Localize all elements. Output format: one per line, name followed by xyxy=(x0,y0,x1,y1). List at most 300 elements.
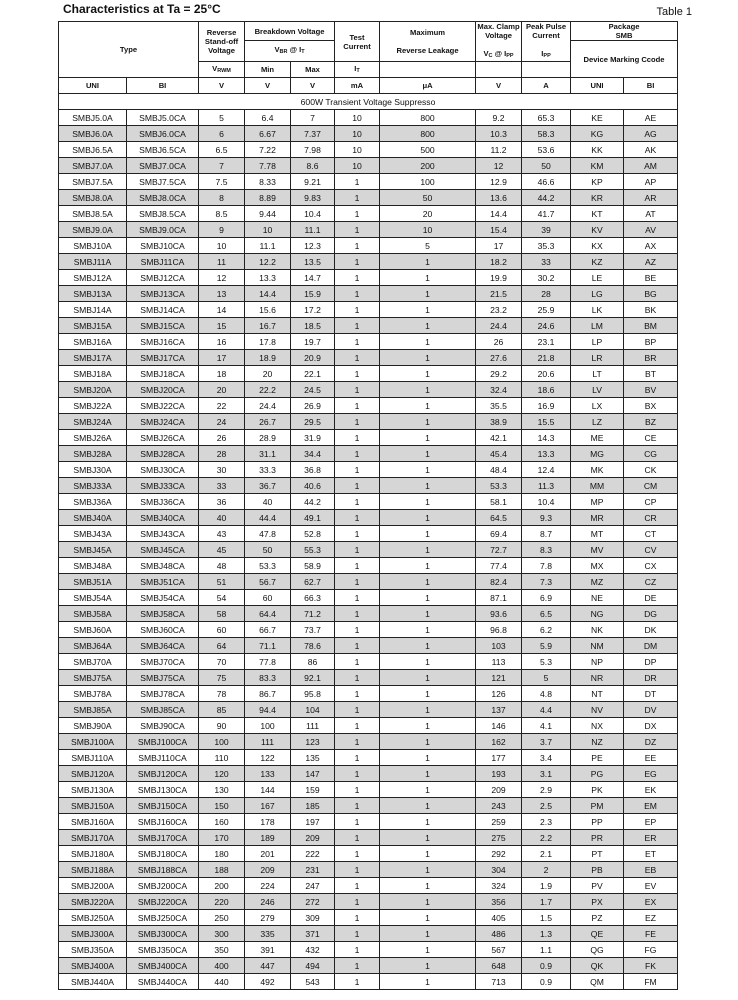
table-cell: SMBJ5.0A xyxy=(59,110,127,126)
table-cell: 20 xyxy=(199,382,245,398)
table-row xyxy=(59,606,678,622)
table-cell: SMBJ85A xyxy=(59,702,127,718)
table-cell: 14.7 xyxy=(291,270,335,286)
table-cell: SMBJ100CA xyxy=(127,734,199,750)
table-cell: MM xyxy=(571,478,624,494)
page-title: Characteristics at Ta = 25°C xyxy=(63,2,221,16)
table-row xyxy=(59,126,678,142)
table-cell: BX xyxy=(624,398,678,414)
table-cell: EE xyxy=(624,750,678,766)
table-cell: 95.8 xyxy=(291,686,335,702)
table-cell: KZ xyxy=(571,254,624,270)
table-cell: 54 xyxy=(199,590,245,606)
table-cell: 28 xyxy=(522,286,571,302)
table-cell: 1 xyxy=(335,654,380,670)
table-cell: 69.4 xyxy=(476,526,522,542)
table-cell: 1 xyxy=(335,638,380,654)
table-cell: 73.7 xyxy=(291,622,335,638)
table-cell: 24.5 xyxy=(291,382,335,398)
table-cell: KM xyxy=(571,158,624,174)
table-cell: 21.5 xyxy=(476,286,522,302)
table-cell: 45.4 xyxy=(476,446,522,462)
table-cell: CK xyxy=(624,462,678,478)
table-cell: NE xyxy=(571,590,624,606)
table-cell: 17 xyxy=(199,350,245,366)
table-cell: CR xyxy=(624,510,678,526)
table-cell: SMBJ70A xyxy=(59,654,127,670)
table-cell: 100 xyxy=(380,174,476,190)
table-cell: NM xyxy=(571,638,624,654)
table-cell: SMBJ7.0A xyxy=(59,158,127,174)
table-label: Table 1 xyxy=(656,6,692,18)
table-cell: 18.2 xyxy=(476,254,522,270)
table-cell: 22.1 xyxy=(291,366,335,382)
table-cell: 335 xyxy=(245,926,291,942)
table-cell: BK xyxy=(624,302,678,318)
table-row xyxy=(59,798,678,814)
table-cell: SMBJ24A xyxy=(59,414,127,430)
table-cell: SMBJ170A xyxy=(59,830,127,846)
table-cell: CP xyxy=(624,494,678,510)
table-cell: 177 xyxy=(476,750,522,766)
table-cell: NZ xyxy=(571,734,624,750)
table-cell: 1 xyxy=(380,478,476,494)
table-cell: 8.3 xyxy=(522,542,571,558)
table-cell: LT xyxy=(571,366,624,382)
table-cell: 1 xyxy=(335,270,380,286)
unit-cell: μA xyxy=(380,78,476,94)
table-cell: 25.9 xyxy=(522,302,571,318)
table-cell: SMBJ350CA xyxy=(127,942,199,958)
table-cell: SMBJ14A xyxy=(59,302,127,318)
table-cell: 70 xyxy=(199,654,245,670)
table-cell: SMBJ70CA xyxy=(127,654,199,670)
table-cell: 75 xyxy=(199,670,245,686)
table-cell: 19.9 xyxy=(476,270,522,286)
table-cell: 135 xyxy=(291,750,335,766)
table-cell: 1 xyxy=(380,846,476,862)
table-cell: 500 xyxy=(380,142,476,158)
table-cell: 209 xyxy=(291,830,335,846)
table-cell: 40 xyxy=(199,510,245,526)
table-cell: 6.67 xyxy=(245,126,291,142)
table-cell: SMBJ10CA xyxy=(127,238,199,254)
table-cell: 279 xyxy=(245,910,291,926)
table-cell: SMBJ22A xyxy=(59,398,127,414)
table-cell: 1 xyxy=(335,350,380,366)
table-cell: 33 xyxy=(522,254,571,270)
table-cell: 1 xyxy=(335,622,380,638)
table-cell: BP xyxy=(624,334,678,350)
table-cell: 2.5 xyxy=(522,798,571,814)
table-cell: 1 xyxy=(380,814,476,830)
table-cell: 1 xyxy=(380,622,476,638)
table-cell: SMBJ51A xyxy=(59,574,127,590)
table-cell: 10 xyxy=(335,126,380,142)
table-cell: SMBJ440A xyxy=(59,974,127,990)
table-cell: DR xyxy=(624,670,678,686)
header-clamp-symbol: $V_C$ @ $I_{PP}$ xyxy=(483,49,514,59)
table-cell: BM xyxy=(624,318,678,334)
table-cell: 1 xyxy=(380,606,476,622)
table-cell: 2.2 xyxy=(522,830,571,846)
table-cell: 246 xyxy=(245,894,291,910)
table-cell: SMBJ17A xyxy=(59,350,127,366)
table-cell: 56.7 xyxy=(245,574,291,590)
table-cell: 1 xyxy=(335,462,380,478)
table-cell: SMBJ400A xyxy=(59,958,127,974)
table-cell: 300 xyxy=(199,926,245,942)
table-cell: 1 xyxy=(335,702,380,718)
table-cell: 31.9 xyxy=(291,430,335,446)
table-cell: CZ xyxy=(624,574,678,590)
table-cell: 1 xyxy=(380,366,476,382)
table-row xyxy=(59,174,678,190)
table-cell: SMBJ8.5A xyxy=(59,206,127,222)
table-cell: 1 xyxy=(335,190,380,206)
table-cell: 77.8 xyxy=(245,654,291,670)
table-cell: ER xyxy=(624,830,678,846)
table-cell: 14 xyxy=(199,302,245,318)
table-cell: 1 xyxy=(335,238,380,254)
section-row xyxy=(59,94,678,110)
table-row xyxy=(59,382,678,398)
table-cell: SMBJ5.0CA xyxy=(127,110,199,126)
table-cell: 8.5 xyxy=(199,206,245,222)
table-cell: 60 xyxy=(199,622,245,638)
table-cell: 6.5 xyxy=(522,606,571,622)
header-test-current: Test Current xyxy=(335,22,380,62)
table-cell: SMBJ90CA xyxy=(127,718,199,734)
table-cell: 13.5 xyxy=(291,254,335,270)
table-row xyxy=(59,510,678,526)
table-cell: 1 xyxy=(380,798,476,814)
table-cell: AK xyxy=(624,142,678,158)
table-cell: 0.9 xyxy=(522,974,571,990)
table-cell: SMBJ40CA xyxy=(127,510,199,526)
table-cell: 1 xyxy=(380,686,476,702)
table-cell: KV xyxy=(571,222,624,238)
table-cell: SMBJ58A xyxy=(59,606,127,622)
table-cell: 1 xyxy=(335,526,380,542)
table-cell: 9.21 xyxy=(291,174,335,190)
table-cell: 800 xyxy=(380,110,476,126)
table-cell: SMBJ250A xyxy=(59,910,127,926)
table-cell: SMBJ60CA xyxy=(127,622,199,638)
header-standoff: Reverse Stand-off Voltage xyxy=(199,22,245,62)
table-cell: MT xyxy=(571,526,624,542)
table-cell: 48.4 xyxy=(476,462,522,478)
table-cell: 42.1 xyxy=(476,430,522,446)
table-cell: CV xyxy=(624,542,678,558)
table-cell: 36 xyxy=(199,494,245,510)
table-cell: NK xyxy=(571,622,624,638)
table-cell: 2.9 xyxy=(522,782,571,798)
table-cell: CX xyxy=(624,558,678,574)
table-cell: 1 xyxy=(380,878,476,894)
table-cell: 104 xyxy=(291,702,335,718)
table-row xyxy=(59,814,678,830)
table-cell: 1 xyxy=(380,782,476,798)
table-cell: LK xyxy=(571,302,624,318)
table-cell: 12.4 xyxy=(522,462,571,478)
table-cell: 309 xyxy=(291,910,335,926)
table-cell: 10 xyxy=(199,238,245,254)
table-cell: 9.3 xyxy=(522,510,571,526)
table-cell: 22 xyxy=(199,398,245,414)
table-cell: 14.3 xyxy=(522,430,571,446)
table-cell: PZ xyxy=(571,910,624,926)
table-cell: 13.6 xyxy=(476,190,522,206)
table-cell: 1 xyxy=(335,286,380,302)
table-cell: 1 xyxy=(335,334,380,350)
table-cell: PE xyxy=(571,750,624,766)
table-cell: SMBJ13A xyxy=(59,286,127,302)
table-cell: 1.1 xyxy=(522,942,571,958)
table-cell: 2.1 xyxy=(522,846,571,862)
table-cell: 1 xyxy=(335,798,380,814)
table-cell: KG xyxy=(571,126,624,142)
table-cell: 189 xyxy=(245,830,291,846)
table-cell: DZ xyxy=(624,734,678,750)
table-cell: SMBJ36CA xyxy=(127,494,199,510)
table-cell: CM xyxy=(624,478,678,494)
table-cell: 1 xyxy=(335,558,380,574)
table-cell: 0.9 xyxy=(522,958,571,974)
table-cell: 162 xyxy=(476,734,522,750)
table-cell: 1 xyxy=(380,942,476,958)
table-cell: 1 xyxy=(335,398,380,414)
table-cell: 180 xyxy=(199,846,245,862)
table-row xyxy=(59,654,678,670)
table-cell: SMBJ6.0CA xyxy=(127,126,199,142)
table-cell: 1 xyxy=(380,254,476,270)
table-cell: KX xyxy=(571,238,624,254)
table-cell: 7 xyxy=(199,158,245,174)
header-peak-pulse xyxy=(522,22,571,62)
table-cell: 10 xyxy=(335,110,380,126)
header-package xyxy=(571,22,678,41)
table-cell: SMBJ160CA xyxy=(127,814,199,830)
table-cell: 243 xyxy=(476,798,522,814)
characteristics-table xyxy=(58,21,678,990)
table-cell: SMBJ11A xyxy=(59,254,127,270)
table-row xyxy=(59,430,678,446)
table-cell: SMBJ250CA xyxy=(127,910,199,926)
table-row xyxy=(59,942,678,958)
table-cell: 26 xyxy=(199,430,245,446)
table-cell: EG xyxy=(624,766,678,782)
table-row xyxy=(59,398,678,414)
table-cell: 1 xyxy=(335,366,380,382)
table-cell: 6 xyxy=(199,126,245,142)
table-cell: 200 xyxy=(380,158,476,174)
table-cell: SMBJ48A xyxy=(59,558,127,574)
table-cell: 144 xyxy=(245,782,291,798)
table-cell: 43 xyxy=(199,526,245,542)
table-cell: 71.1 xyxy=(245,638,291,654)
table-cell: 1 xyxy=(380,382,476,398)
table-cell: 11.1 xyxy=(245,238,291,254)
table-cell: 350 xyxy=(199,942,245,958)
table-cell: 111 xyxy=(291,718,335,734)
table-cell: 146 xyxy=(476,718,522,734)
table-cell: 6.4 xyxy=(245,110,291,126)
table-cell: LR xyxy=(571,350,624,366)
table-cell: 20.9 xyxy=(291,350,335,366)
table-cell: 1 xyxy=(335,974,380,990)
table-cell: EX xyxy=(624,894,678,910)
table-cell: 65.3 xyxy=(522,110,571,126)
table-cell: LP xyxy=(571,334,624,350)
table-cell: 1 xyxy=(335,494,380,510)
table-body xyxy=(59,94,678,990)
table-cell: PV xyxy=(571,878,624,894)
table-cell: 200 xyxy=(199,878,245,894)
table-cell: 7.98 xyxy=(291,142,335,158)
table-cell: 170 xyxy=(199,830,245,846)
table-cell: 9.83 xyxy=(291,190,335,206)
table-cell: BT xyxy=(624,366,678,382)
unit-cell: V xyxy=(291,78,335,94)
table-row xyxy=(59,558,678,574)
table-cell: 1 xyxy=(335,830,380,846)
table-cell: 405 xyxy=(476,910,522,926)
table-cell: 126 xyxy=(476,686,522,702)
table-cell: 8.7 xyxy=(522,526,571,542)
table-cell: BR xyxy=(624,350,678,366)
table-cell: 10.3 xyxy=(476,126,522,142)
table-cell: QM xyxy=(571,974,624,990)
table-cell: 103 xyxy=(476,638,522,654)
table-cell: 2 xyxy=(522,862,571,878)
table-cell: 77.4 xyxy=(476,558,522,574)
table-row xyxy=(59,222,678,238)
table-cell: SMBJ120A xyxy=(59,766,127,782)
table-row xyxy=(59,750,678,766)
table-cell: 209 xyxy=(245,862,291,878)
table-cell: SMBJ180A xyxy=(59,846,127,862)
table-cell: 72.7 xyxy=(476,542,522,558)
table-cell: 160 xyxy=(199,814,245,830)
table-cell: 83.3 xyxy=(245,670,291,686)
table-cell: 64.5 xyxy=(476,510,522,526)
table-cell: 150 xyxy=(199,798,245,814)
table-cell: NG xyxy=(571,606,624,622)
table-cell: PT xyxy=(571,846,624,862)
table-cell: 30.2 xyxy=(522,270,571,286)
table-cell: 14.4 xyxy=(245,286,291,302)
table-cell: 18.5 xyxy=(291,318,335,334)
table-cell: AR xyxy=(624,190,678,206)
header-type: Type xyxy=(59,22,199,78)
table-row xyxy=(59,862,678,878)
table-cell: CT xyxy=(624,526,678,542)
table-cell: EB xyxy=(624,862,678,878)
table-cell: 494 xyxy=(291,958,335,974)
table-cell: 6.5 xyxy=(199,142,245,158)
table-cell: 15.4 xyxy=(476,222,522,238)
table-cell: AM xyxy=(624,158,678,174)
table-cell: SMBJ350A xyxy=(59,942,127,958)
table-row xyxy=(59,782,678,798)
table-cell: 275 xyxy=(476,830,522,846)
table-cell: 1 xyxy=(335,686,380,702)
table-row xyxy=(59,206,678,222)
table-row xyxy=(59,542,678,558)
table-cell: 1 xyxy=(380,702,476,718)
header-min: Min xyxy=(245,62,291,78)
table-cell: 1 xyxy=(335,782,380,798)
table-cell: 64.4 xyxy=(245,606,291,622)
header-breakdown-symbol: $V_{BR}$ @ $I_T$ xyxy=(245,41,335,62)
table-cell: SMBJ22CA xyxy=(127,398,199,414)
table-cell: SMBJ220CA xyxy=(127,894,199,910)
table-row xyxy=(59,254,678,270)
table-cell: 1 xyxy=(335,814,380,830)
table-cell: 10.4 xyxy=(522,494,571,510)
table-cell: SMBJ6.5CA xyxy=(127,142,199,158)
table-cell: 4.8 xyxy=(522,686,571,702)
table-cell: 1 xyxy=(335,846,380,862)
table-cell: SMBJ6.0A xyxy=(59,126,127,142)
table-cell: BG xyxy=(624,286,678,302)
table-cell: SMBJ78CA xyxy=(127,686,199,702)
table-cell: SMBJ300A xyxy=(59,926,127,942)
table-cell: AT xyxy=(624,206,678,222)
table-cell: 60 xyxy=(245,590,291,606)
table-cell: SMBJ45A xyxy=(59,542,127,558)
table-cell: PM xyxy=(571,798,624,814)
table-cell: 1 xyxy=(335,750,380,766)
table-cell: 1 xyxy=(380,654,476,670)
table-cell: SMBJ33CA xyxy=(127,478,199,494)
unit-cell: V xyxy=(199,78,245,94)
table-cell: KP xyxy=(571,174,624,190)
table-cell: AP xyxy=(624,174,678,190)
table-cell: 10 xyxy=(245,222,291,238)
table-cell: NP xyxy=(571,654,624,670)
table-cell: 18.6 xyxy=(522,382,571,398)
table-cell: 1 xyxy=(335,302,380,318)
table-row xyxy=(59,670,678,686)
table-cell: 71.2 xyxy=(291,606,335,622)
table-cell: NR xyxy=(571,670,624,686)
table-cell: 1 xyxy=(335,894,380,910)
table-cell: SMBJ200A xyxy=(59,878,127,894)
table-cell: 5 xyxy=(380,238,476,254)
table-cell: 8.6 xyxy=(291,158,335,174)
table-cell: DX xyxy=(624,718,678,734)
table-cell: 11 xyxy=(199,254,245,270)
table-cell: 8.33 xyxy=(245,174,291,190)
table-cell: 486 xyxy=(476,926,522,942)
table-cell: 12.9 xyxy=(476,174,522,190)
table-cell: SMBJ43CA xyxy=(127,526,199,542)
table-cell: MZ xyxy=(571,574,624,590)
table-row xyxy=(59,894,678,910)
table-cell: 3.1 xyxy=(522,766,571,782)
table-cell: SMBJ7.5A xyxy=(59,174,127,190)
table-cell: 5.3 xyxy=(522,654,571,670)
table-cell: LE xyxy=(571,270,624,286)
table-cell: SMBJ48CA xyxy=(127,558,199,574)
table-row xyxy=(59,286,678,302)
table-cell: 120 xyxy=(199,766,245,782)
table-cell: FK xyxy=(624,958,678,974)
table-cell: 28 xyxy=(199,446,245,462)
table-cell: 44.4 xyxy=(245,510,291,526)
